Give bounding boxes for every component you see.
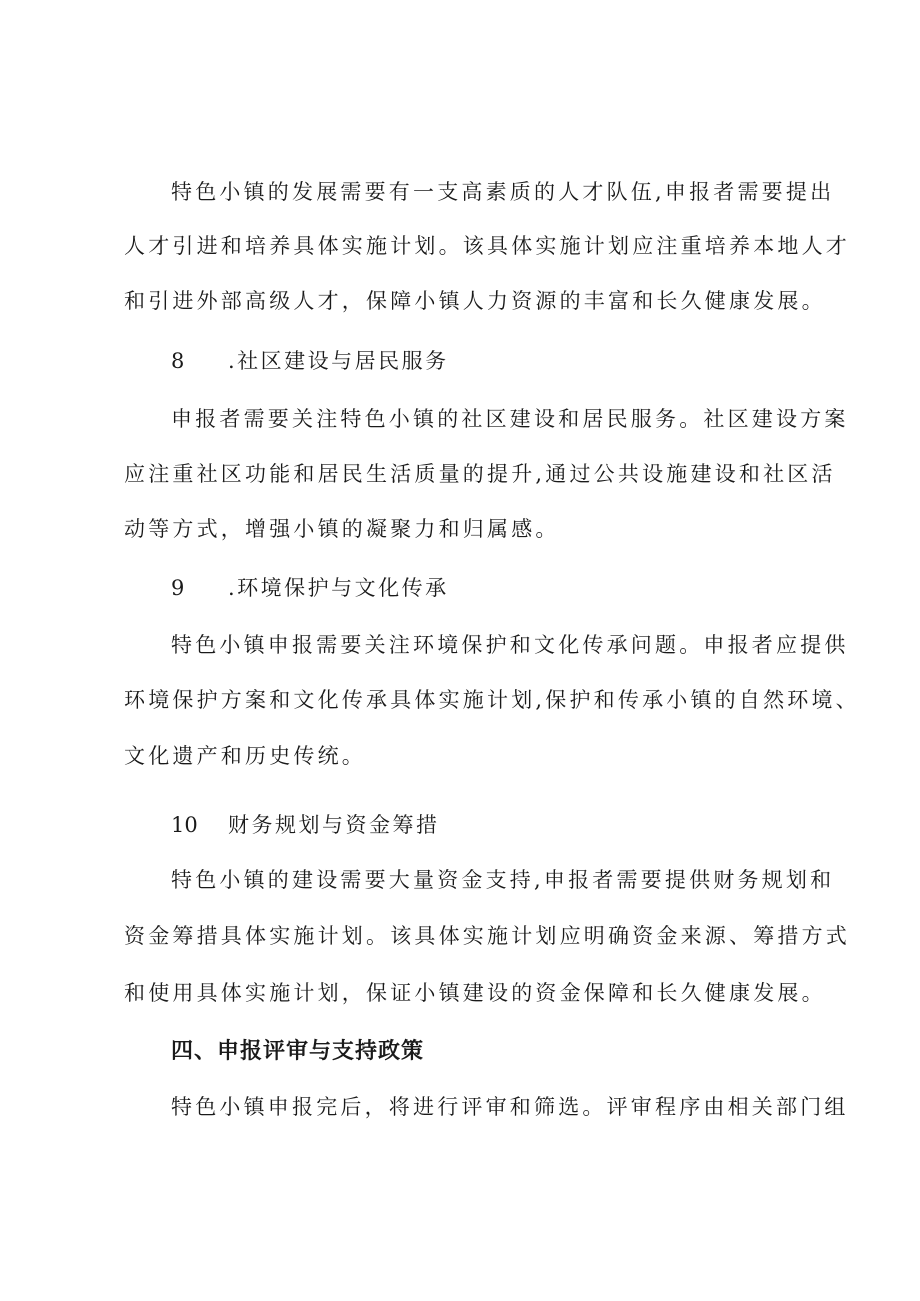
heading-8-number: 8 [171,349,185,373]
heading-8-title: .社区建设与居民服务 [228,349,449,373]
paragraph-community-line-1: 申报者需要关注特色小镇的社区建设和居民服务。社区建设方案 [171,407,849,431]
paragraph-finance-line-2: 资金筹措具体实施计划。该具体实施计划应明确资金来源、筹措方式 [124,924,850,948]
paragraph-environment-line-3: 文化遗产和历史传统。 [124,744,366,768]
paragraph-talent-line-2: 人才引进和培养具体实施计划。该具体实施计划应注重培养本地人才 [124,234,850,258]
paragraph-community-line-2: 应注重社区功能和居民生活质量的提升,通过公共设施建设和社区活 [124,462,836,486]
heading-9-number: 9 [171,576,185,600]
heading-9-title: .环境保护与文化传承 [228,576,449,600]
paragraph-talent-line-3: 和引进外部高级人才，保障小镇人力资源的丰富和长久健康发展。 [124,289,826,313]
paragraph-finance-line-1: 特色小镇的建设需要大量资金支持,申报者需要提供财务规划和 [171,868,835,892]
paragraph-environment-line-2: 环境保护方案和文化传承具体实施计划,保护和传承小镇的自然环境、 [124,688,860,712]
section-heading-review-policy: 四、申报评审与支持政策 [171,1039,425,1064]
paragraph-finance-line-3: 和使用具体实施计划，保证小镇建设的资金保障和长久健康发展。 [124,981,826,1005]
paragraph-community-line-3: 动等方式，增强小镇的凝聚力和归属感。 [124,517,560,541]
heading-10-title: 财务规划与资金筹措 [228,813,440,837]
paragraph-environment-line-1: 特色小镇申报需要关注环境保护和文化传承问题。申报者应提供 [171,633,849,657]
paragraph-talent-line-1: 特色小镇的发展需要有一支高素质的人才队伍,申报者需要提出 [171,180,835,204]
paragraph-review-line-1: 特色小镇申报完后，将进行评审和筛选。评审程序由相关部门组 [171,1095,849,1119]
heading-10-number: 10 [171,813,198,837]
